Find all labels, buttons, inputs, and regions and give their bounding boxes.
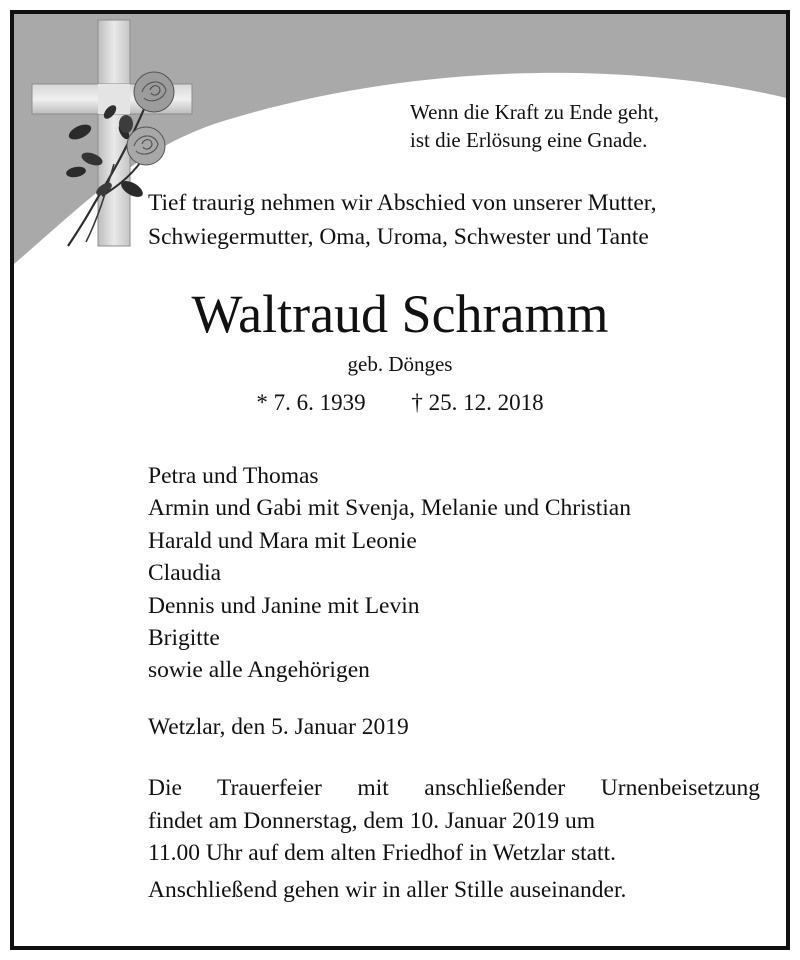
death-date: † 25. 12. 2018 bbox=[411, 390, 544, 415]
intro-text bbox=[148, 186, 657, 254]
birth-date: * 7. 6. 1939 bbox=[256, 390, 366, 415]
funeral-line-2: findet am Donnerstag, dem 10. Januar 2019 um bbox=[148, 807, 596, 834]
intro-line-2: Schwiegermutter, Oma, Uroma, Schwester und Tante bbox=[148, 224, 649, 250]
list-item: Brigitte bbox=[148, 625, 220, 652]
survivors-list bbox=[148, 460, 631, 687]
place-and-date: Wetzlar, den 5. Januar 2019 bbox=[148, 714, 409, 740]
list-item: Harald und Mara mit Leonie bbox=[148, 527, 417, 554]
motto-line-2: ist die Erlösung eine Gnade. bbox=[410, 128, 648, 152]
birth-name: geb. Dönges bbox=[347, 352, 453, 376]
obituary-card bbox=[10, 10, 790, 950]
life-dates bbox=[14, 390, 786, 416]
funeral-notice bbox=[148, 772, 760, 870]
farewell-text: Anschließend gehen wir in aller Stille auseinander. bbox=[148, 877, 627, 903]
list-item: sowie alle Angehörigen bbox=[148, 657, 370, 684]
funeral-line-3: 11.00 Uhr auf dem alten Friedhof in Wetzlar statt. bbox=[148, 840, 616, 866]
list-item: Dennis und Janine mit Levin bbox=[148, 592, 420, 619]
deceased-name: Waltraud Schramm bbox=[191, 284, 609, 344]
motto-line-1: Wenn die Kraft zu Ende geht, bbox=[410, 100, 660, 124]
list-item: Armin und Gabi mit Svenja, Melanie und Christian bbox=[148, 495, 631, 522]
funeral-line-1: Die Trauerfeier mit anschließender Urnenbeisetzung bbox=[148, 775, 760, 801]
motto-quote bbox=[410, 98, 659, 154]
list-item: Petra und Thomas bbox=[148, 463, 319, 489]
list-item: Claudia bbox=[148, 560, 222, 587]
intro-line-1: Tief traurig nehmen wir Abschied von unserer Mutter, bbox=[148, 190, 657, 216]
